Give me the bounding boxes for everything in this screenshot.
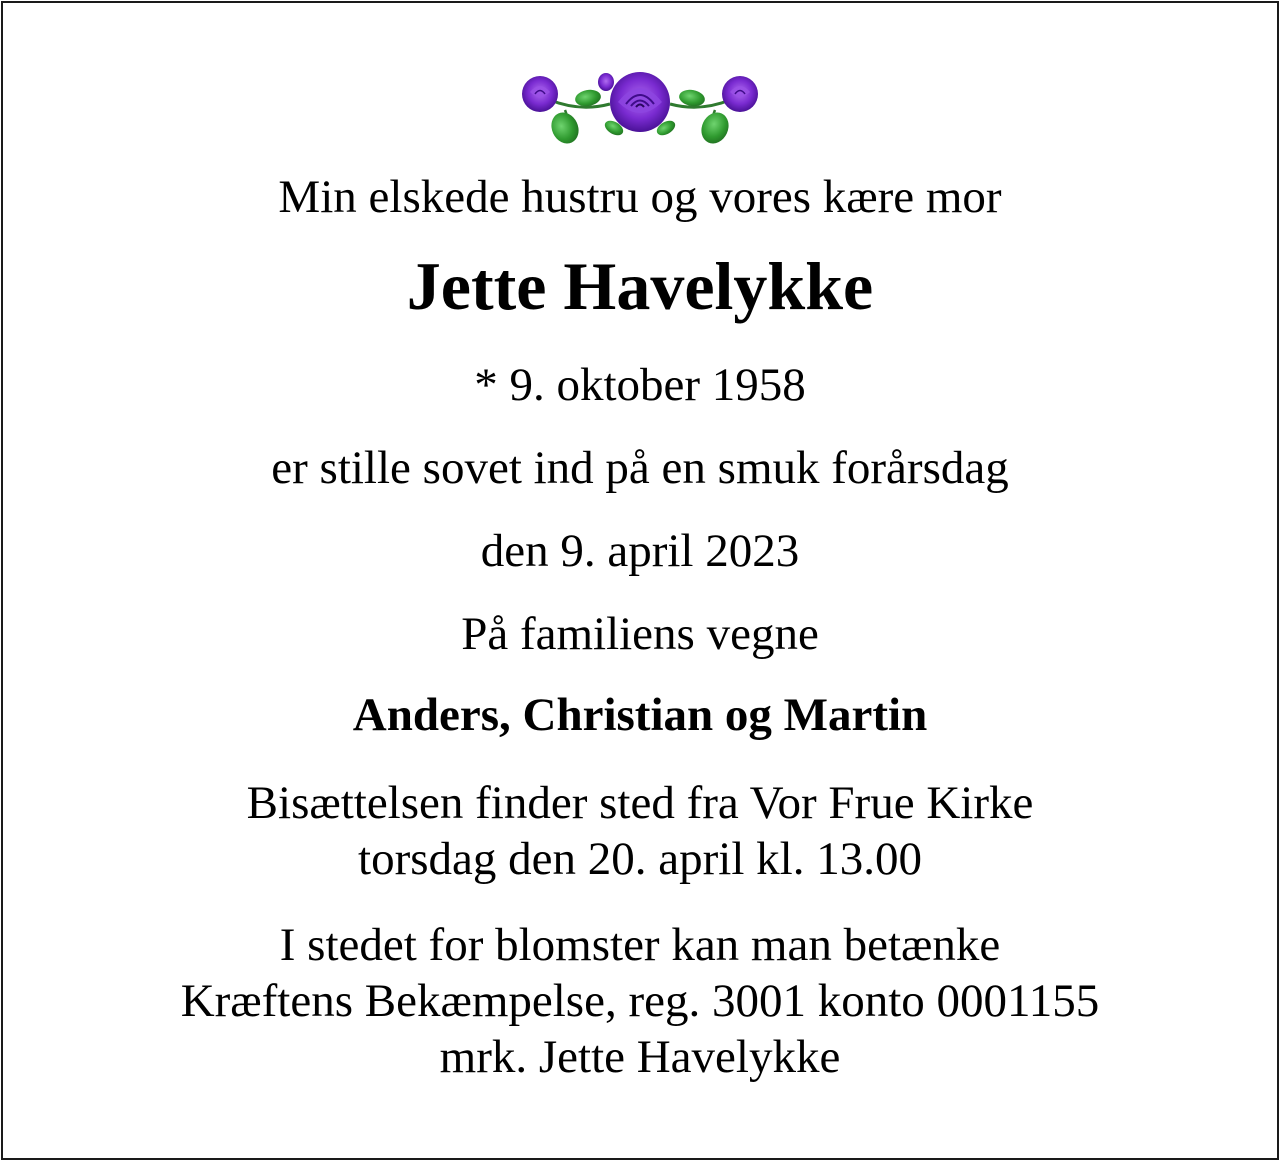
birth-date: * 9. oktober 1958	[474, 359, 806, 411]
on-behalf-text: På familiens vegne	[461, 608, 819, 660]
family-names: Anders, Christian og Martin	[352, 689, 928, 741]
donation-reference: mrk. Jette Havelykke	[439, 1031, 841, 1083]
purple-roses-icon	[510, 62, 770, 152]
deceased-name: Jette Havelykke	[406, 248, 874, 324]
funeral-time: torsdag den 20. april kl. 13.00	[358, 833, 922, 885]
intro-line: Min elskede hustru og vores kære mor	[278, 171, 1002, 223]
donation-intro: I stedet for blomster kan man betænke	[279, 919, 1001, 971]
passing-text: er stille sovet ind på en smuk forårsdag	[271, 442, 1009, 494]
death-date: den 9. april 2023	[480, 525, 800, 577]
donation-account: Kræftens Bekæmpelse, reg. 3001 konto 0001155	[180, 975, 1100, 1027]
funeral-location: Bisættelsen finder sted fra Vor Frue Kirke	[246, 777, 1034, 829]
